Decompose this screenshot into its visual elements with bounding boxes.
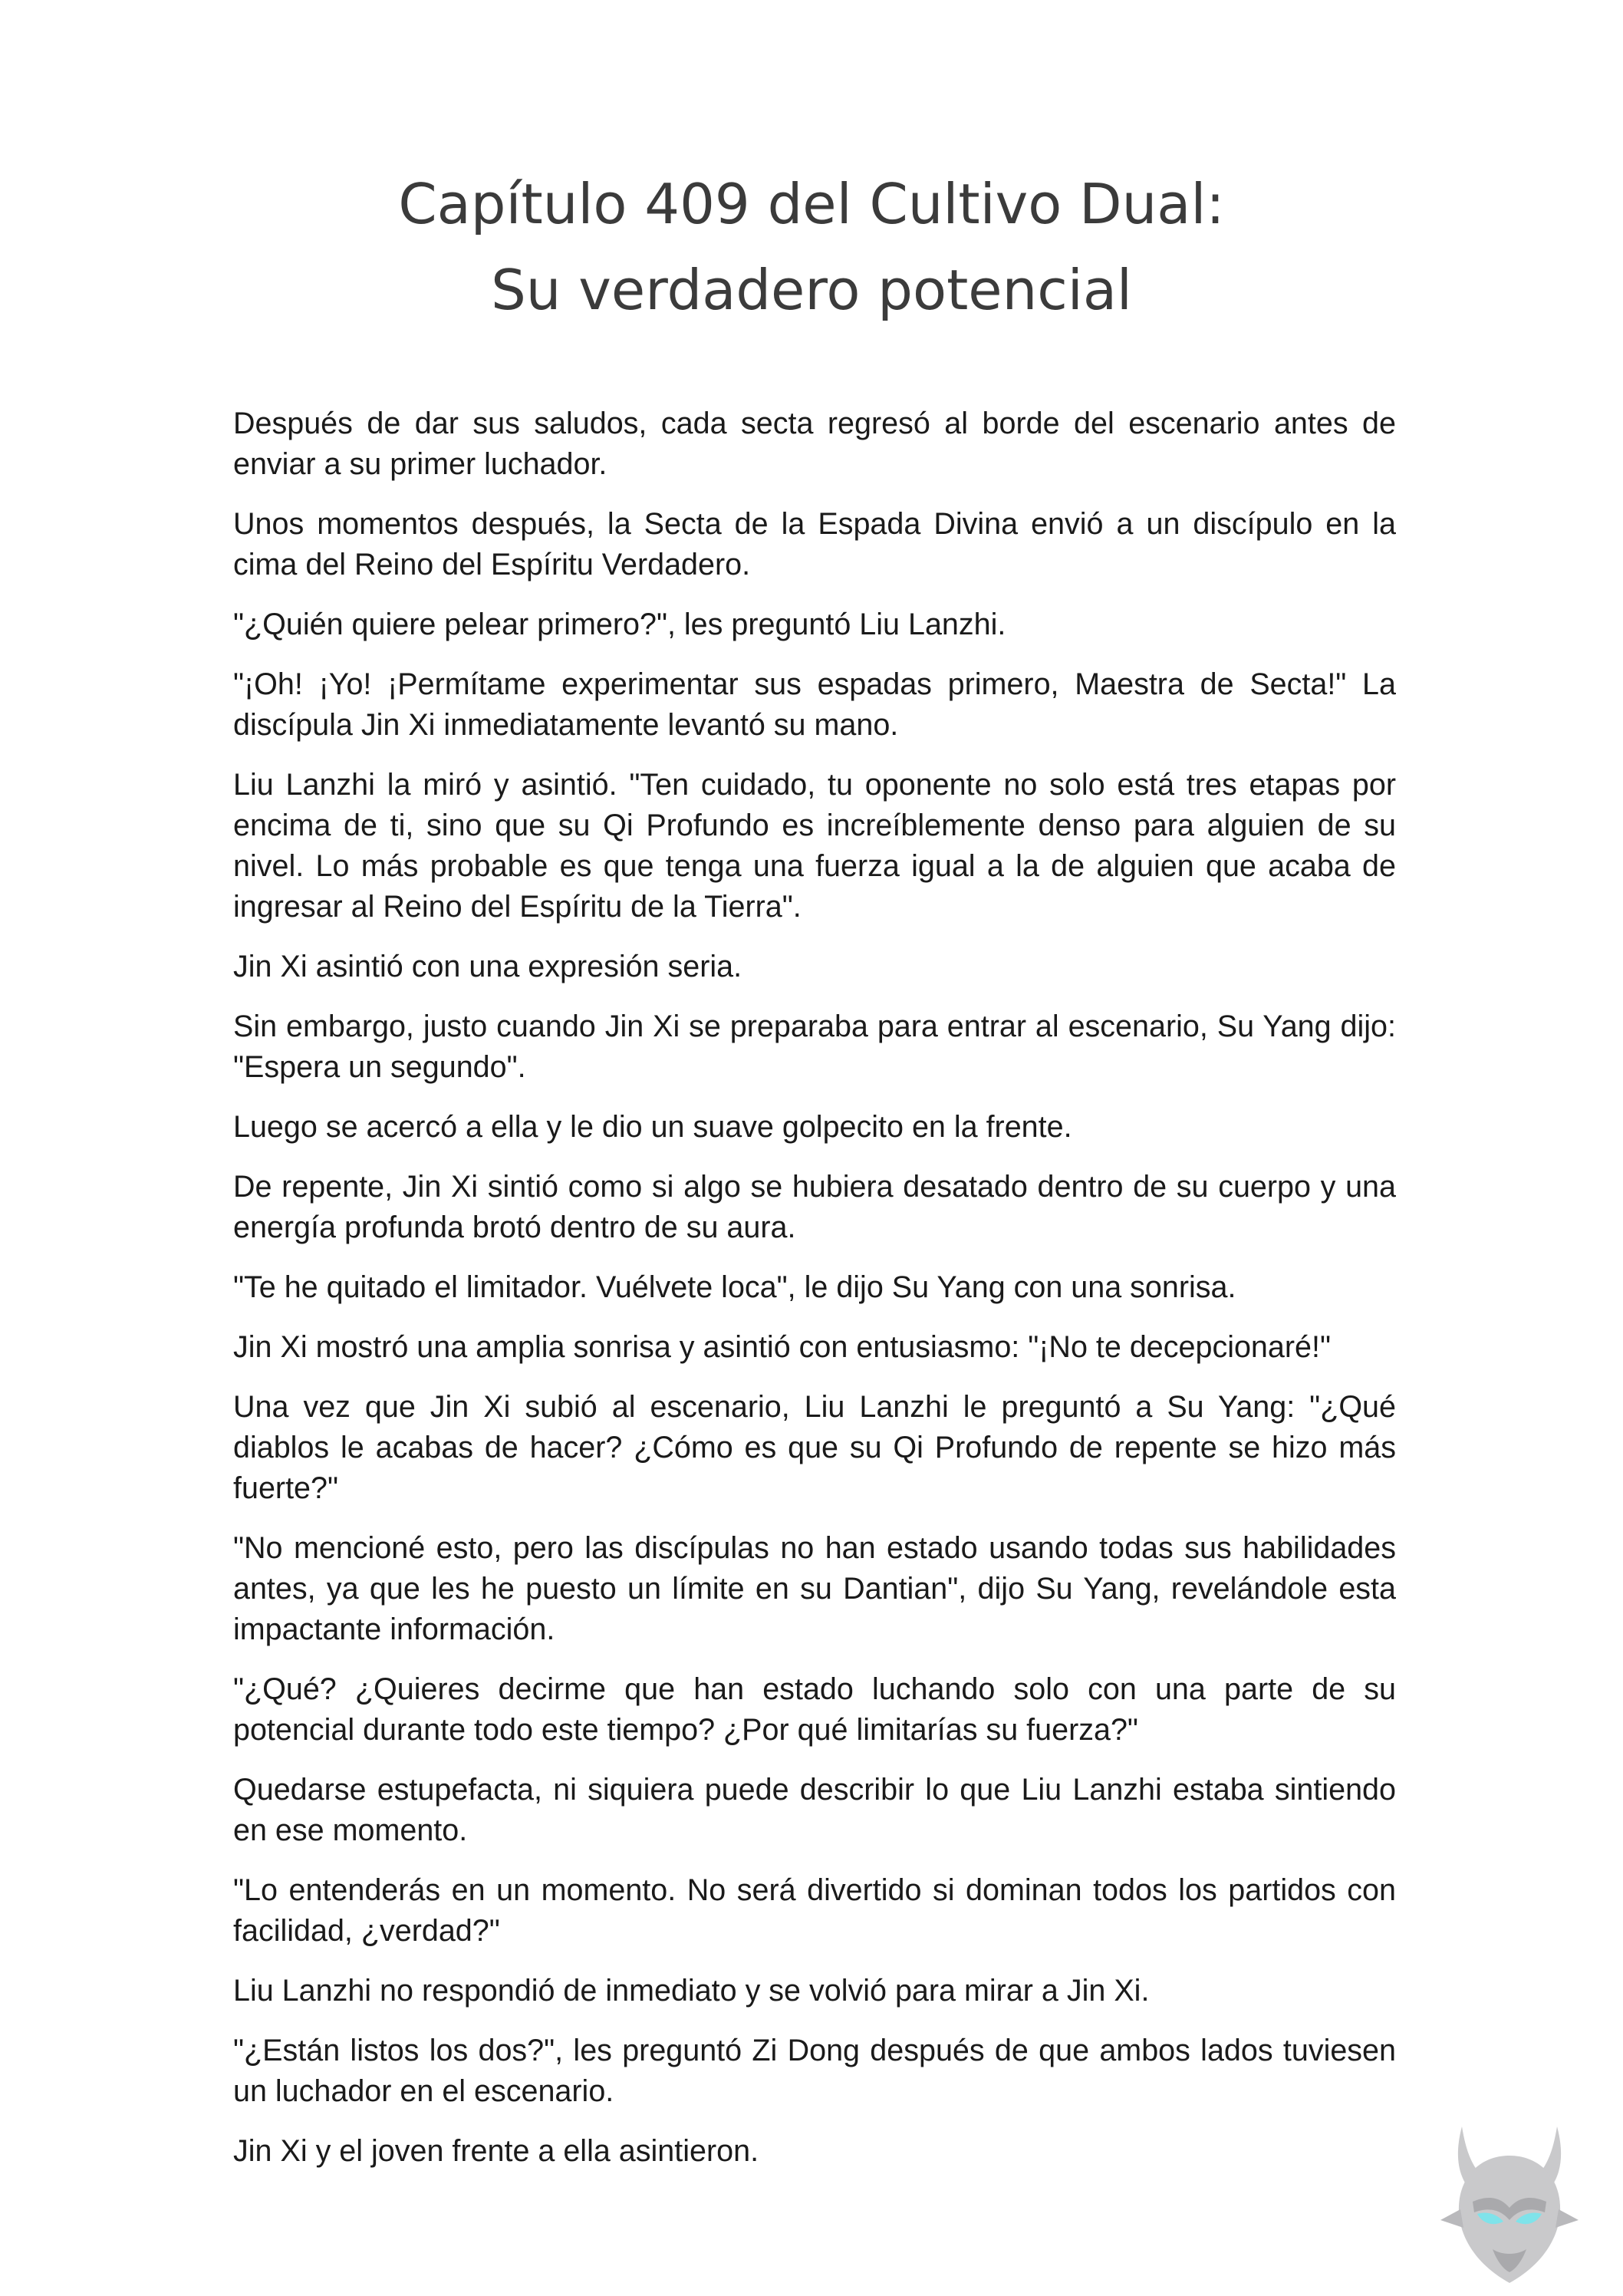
paragraph: Luego se acercó a ella y le dio un suave golpecito en la frente.	[233, 1110, 1072, 1144]
paragraph: Quedarse estupefacta, ni siquiera puede describir lo que Liu Lanzhi estaba sintiendo en ese momento.	[233, 1773, 1396, 1847]
paragraph: Después de dar sus saludos, cada secta regresó al borde del escenario antes de enviar a su primer luchador.	[233, 407, 1396, 481]
chapter-title-line-2: Su verdadero potencial	[491, 258, 1132, 322]
paragraph: Liu Lanzhi la miró y asintió. "Ten cuidado, tu oponente no solo está tres etapas por encima de ti, sino que su Qi Profundo es increíblemente denso para alguien de su nivel. Lo más probable es que tenga una fuerza igual a la de alguien que acaba de ingresar al Reino del Espíritu de la Tierra".	[233, 768, 1396, 924]
paragraph: "¿Quién quiere pelear primero?", les preguntó Liu Lanzhi.	[233, 608, 1006, 641]
paragraph: "¡Oh! ¡Yo! ¡Permítame experimentar sus espadas primero, Maestra de Secta!" La discípula Jin Xi inmediatamente levantó su mano.	[233, 667, 1396, 742]
paragraph: Sin embargo, justo cuando Jin Xi se preparaba para entrar al escenario, Su Yang dijo: "Espera un segundo".	[233, 1010, 1396, 1084]
paragraph: "Te he quitado el limitador. Vuélvete loca", le dijo Su Yang con una sonrisa.	[233, 1270, 1236, 1304]
paragraph: Una vez que Jin Xi subió al escenario, Liu Lanzhi le preguntó a Su Yang: "¿Qué diablos le acabas de hacer? ¿Cómo es que su Qi Profundo de repente se hizo más fuerte?"	[233, 1390, 1396, 1505]
paragraph: Jin Xi asintió con una expresión seria.	[233, 950, 742, 983]
demon-mask-logo-icon	[1433, 2119, 1586, 2288]
chapter-title	[0, 161, 1623, 333]
paragraph: De repente, Jin Xi sintió como si algo se hubiera desatado dentro de su cuerpo y una energía profunda brotó dentro de su aura.	[233, 1170, 1396, 1244]
paragraph: "No mencioné esto, pero las discípulas no han estado usando todas sus habilidades antes, ya que les he puesto un límite en su Dantian", dijo Su Yang, revelándole esta impactante información.	[233, 1531, 1396, 1646]
chapter-title-line-1: Capítulo 409 del Cultivo Dual:	[398, 172, 1225, 236]
paragraph: "¿Están listos los dos?", les preguntó Zi Dong después de que ambos lados tuviesen un luchador en el escenario.	[233, 2034, 1396, 2108]
paragraph: Unos momentos después, la Secta de la Espada Divina envió a un discípulo en la cima del Reino del Espíritu Verdadero.	[233, 507, 1396, 581]
paragraph: Jin Xi mostró una amplia sonrisa y asintió con entusiasmo: "¡No te decepcionaré!"	[233, 1330, 1331, 1364]
paragraph: Liu Lanzhi no respondió de inmediato y se volvió para mirar a Jin Xi.	[233, 1974, 1150, 2008]
paragraph: "¿Qué? ¿Quieres decirme que han estado luchando solo con una parte de su potencial durante todo este tiempo? ¿Por qué limitarías su fuerza?"	[233, 1672, 1396, 1747]
paragraph: Jin Xi y el joven frente a ella asintieron.	[233, 2134, 759, 2168]
paragraph: "Lo entenderás en un momento. No será divertido si dominan todos los partidos con facilidad, ¿verdad?"	[233, 1873, 1396, 1948]
chapter-body	[233, 404, 1396, 2191]
